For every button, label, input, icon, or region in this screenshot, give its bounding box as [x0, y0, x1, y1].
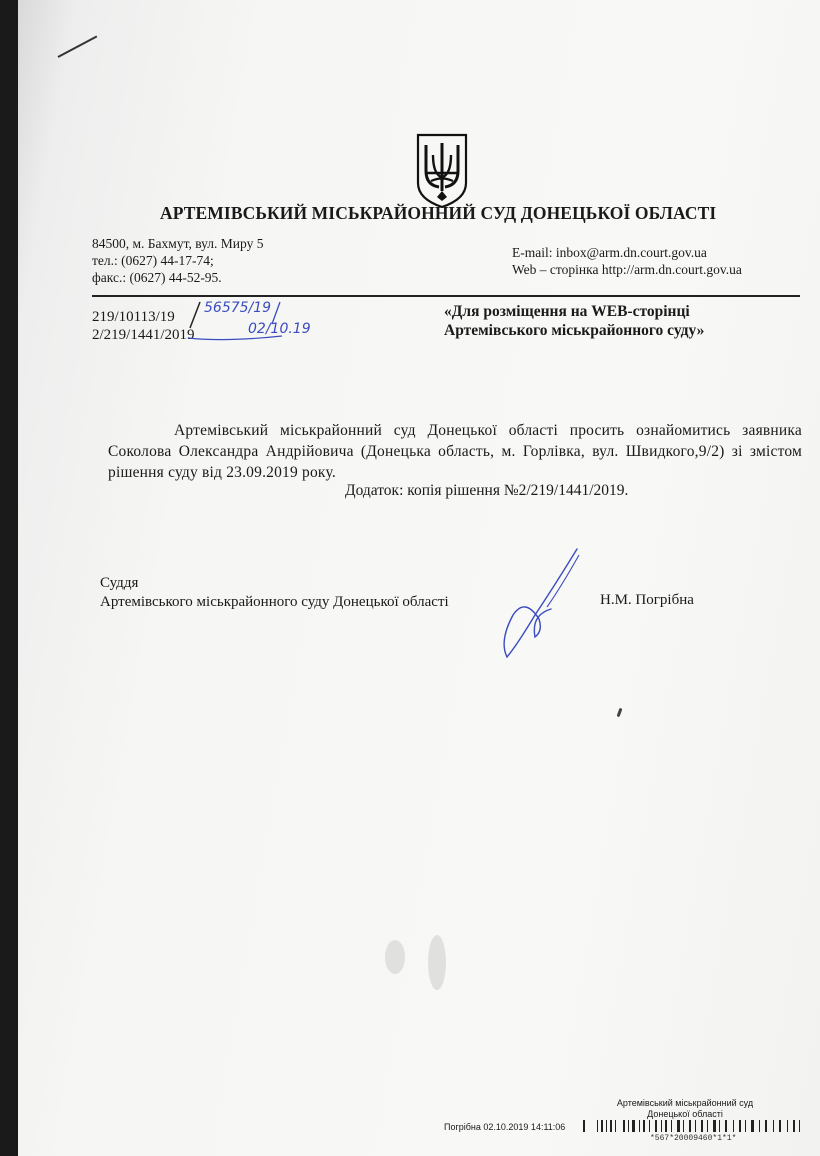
letter-body [108, 420, 802, 483]
court-email: E-mail: inbox@arm.dn.court.gov.ua [512, 245, 707, 260]
web-note-line-2: Артемівського міськрайонного суду» [444, 322, 705, 339]
document-barcode [583, 1120, 803, 1132]
handwritten-outgoing-number: 56575/19 [204, 300, 272, 316]
handwritten-date: 02/10.19 [248, 321, 311, 337]
stamp-org-line-1: Артемівський міськрайонний суд [616, 1098, 754, 1108]
web-note-line-1: «Для розміщення на WEB-сторінці [444, 303, 690, 320]
judge-title: Суддя [100, 575, 139, 591]
stamp-org-line-2: Донецької області [647, 1109, 723, 1119]
proceeding-number: 2/219/1441/2019 [92, 327, 195, 343]
scan-smudge [385, 940, 405, 974]
e-signature-signer: Погрібна 02.10.2019 14:11:06 [444, 1122, 566, 1132]
court-name-heading: АРТЕМІВСЬКИЙ МІСЬКРАЙОННИЙ СУД ДОНЕЦЬКОЇ ОБЛАСТІ [160, 203, 717, 223]
case-number: 219/10113/19 [92, 309, 175, 325]
barcode-number: *567*20009460*1*1* [650, 1134, 737, 1143]
court-phone: тел.: (0627) 44-17-74; [92, 253, 214, 268]
body-paragraph: Артемівський міськрайонний суд Донецької області просить ознайомитись заявника Соколова Олександра Андрійовича (Донецька область, м. Горлівка, вул. Швидкого,9/2) зі змістом рішення суду від 23.09.2019 року. [108, 422, 802, 481]
court-address: 84500, м. Бахмут, вул. Миру 5 [92, 236, 264, 251]
court-website: Web – сторінка http://arm.dn.court.gov.ua [512, 262, 742, 277]
attachment-line: Додаток: копія рішення №2/219/1441/2019. [345, 482, 629, 499]
trident-coat-of-arms-icon [415, 133, 469, 209]
judge-court: Артемівського міськрайонного суду Донецької області [100, 594, 449, 610]
web-publication-note [444, 302, 704, 340]
e-signature-organization [600, 1098, 770, 1120]
handwritten-signature [495, 545, 590, 665]
court-fax: факс.: (0627) 44-52-95. [92, 270, 222, 285]
header-divider [92, 295, 800, 297]
judge-name: Н.М. Погрібна [600, 592, 694, 608]
scan-smudge [428, 935, 446, 990]
